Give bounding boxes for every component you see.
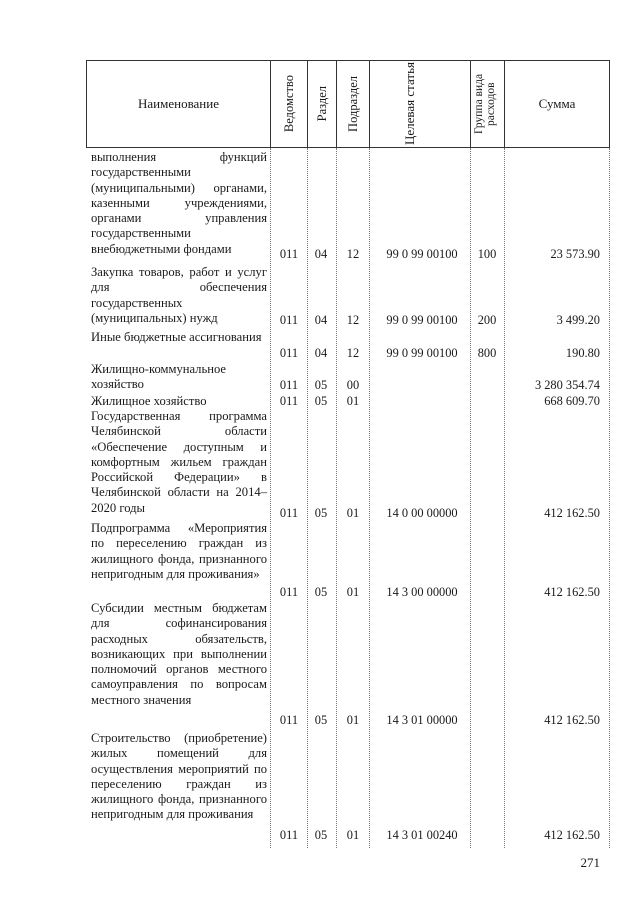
row-name: Субсидии местным бюджетам для софинансирования расходных обязательств, возникающих при выполнении полномочий органов местного самоуправления по вопросам местного значения — [91, 601, 267, 707]
header-bottom-border — [86, 147, 610, 148]
body-sep-5 — [470, 148, 471, 848]
row-razdel: 05 — [314, 378, 328, 392]
row-podrazdel: 01 — [346, 506, 360, 520]
row-celevaya: 14 3 00 00000 — [386, 585, 458, 599]
row-podrazdel: 12 — [346, 313, 360, 327]
row-razdel: 04 — [314, 313, 328, 327]
header-celevaya: Целевая статья — [402, 62, 417, 146]
row-vedomstvo: 011 — [279, 713, 299, 727]
row-gruppa: 100 — [477, 247, 497, 261]
row-gruppa: 800 — [477, 346, 497, 360]
row-summa: 412 162.50 — [544, 828, 600, 842]
header-gruppa-cell — [471, 61, 504, 147]
header-vedomstvo-cell — [271, 61, 307, 147]
row-name: Подпрограмма «Мероприятия по переселению граждан из жилищного фонда, признанного непригодным для проживания» — [91, 521, 267, 581]
row-vedomstvo: 011 — [279, 394, 299, 408]
row-summa: 3 280 354.74 — [534, 378, 600, 392]
row-razdel: 05 — [314, 394, 328, 408]
row-vedomstvo: 011 — [279, 585, 299, 599]
row-podrazdel: 00 — [346, 378, 360, 392]
row-celevaya: 99 0 99 00100 — [386, 247, 458, 261]
body-sep-3 — [336, 148, 337, 848]
row-name: Иные бюджетные ассигнования — [91, 330, 262, 344]
row-razdel: 05 — [314, 828, 328, 842]
row-podrazdel: 01 — [346, 394, 360, 408]
row-razdel: 04 — [314, 346, 328, 360]
row-summa: 190.80 — [565, 346, 600, 360]
row-podrazdel: 01 — [346, 828, 360, 842]
page-number: 271 — [580, 855, 600, 870]
row-name: Строительство (приобретение) жилых помещений для осуществления мероприятий по переселению граждан из жилищного фонда, признанного непригодным для проживания — [91, 731, 267, 822]
row-summa: 412 162.50 — [544, 506, 600, 520]
row-summa: 668 609.70 — [544, 394, 600, 408]
header-podrazdel: Подраздел — [345, 76, 360, 132]
header-gruppa: Группа вида расходов — [472, 73, 497, 135]
header-summa: Сумма — [538, 96, 576, 111]
row-summa: 412 162.50 — [544, 585, 600, 599]
row-summa: 3 499.20 — [556, 313, 600, 327]
row-podrazdel: 12 — [346, 247, 360, 261]
header-name: Наименование — [138, 96, 219, 111]
row-razdel: 04 — [314, 247, 328, 261]
body-sep-2 — [307, 148, 308, 848]
row-celevaya: 14 3 01 00240 — [386, 828, 458, 842]
row-celevaya: 14 3 01 00000 — [386, 713, 458, 727]
row-vedomstvo: 011 — [279, 313, 299, 327]
row-name: Закупка товаров, работ и услуг для обеспечения государственных (муниципальных) нужд — [91, 265, 267, 325]
row-celevaya: 99 0 99 00100 — [386, 313, 458, 327]
row-vedomstvo: 011 — [279, 828, 299, 842]
row-podrazdel: 12 — [346, 346, 360, 360]
row-razdel: 05 — [314, 506, 328, 520]
row-name: Жилищное хозяйство — [91, 394, 207, 408]
row-name: Жилищно-коммунальное хозяйство — [91, 362, 226, 392]
body-sep-1 — [270, 148, 271, 848]
header-razdel: Раздел — [314, 86, 329, 122]
row-vedomstvo: 011 — [279, 247, 299, 261]
row-razdel: 05 — [314, 713, 328, 727]
row-celevaya: 99 0 99 00100 — [386, 346, 458, 360]
row-celevaya: 14 0 00 00000 — [386, 506, 458, 520]
header-celevaya-cell — [370, 61, 470, 147]
row-name: выполнения функций государственными (муниципальными) органами, казенными учреждениями, органами управления государственными внебюджетными фондами — [91, 150, 267, 256]
header-razdel-cell — [308, 61, 336, 147]
row-vedomstvo: 011 — [279, 506, 299, 520]
row-podrazdel: 01 — [346, 713, 360, 727]
header-vedomstvo: Ведомство — [281, 75, 296, 133]
body-sep-7 — [609, 148, 610, 848]
row-vedomstvo: 011 — [279, 346, 299, 360]
body-sep-4 — [369, 148, 370, 848]
row-razdel: 05 — [314, 585, 328, 599]
row-name: Государственная программа Челябинской области «Обеспечение доступным и комфортным жильем граждан Российской Федерации» в Челябинской области на 2014–2020 годы — [91, 409, 267, 515]
header-podrazdel-cell — [337, 61, 369, 147]
header-right-border — [609, 60, 610, 148]
row-summa: 23 573.90 — [550, 247, 600, 261]
row-gruppa: 200 — [477, 313, 497, 327]
row-vedomstvo: 011 — [279, 378, 299, 392]
row-summa: 412 162.50 — [544, 713, 600, 727]
row-podrazdel: 01 — [346, 585, 360, 599]
